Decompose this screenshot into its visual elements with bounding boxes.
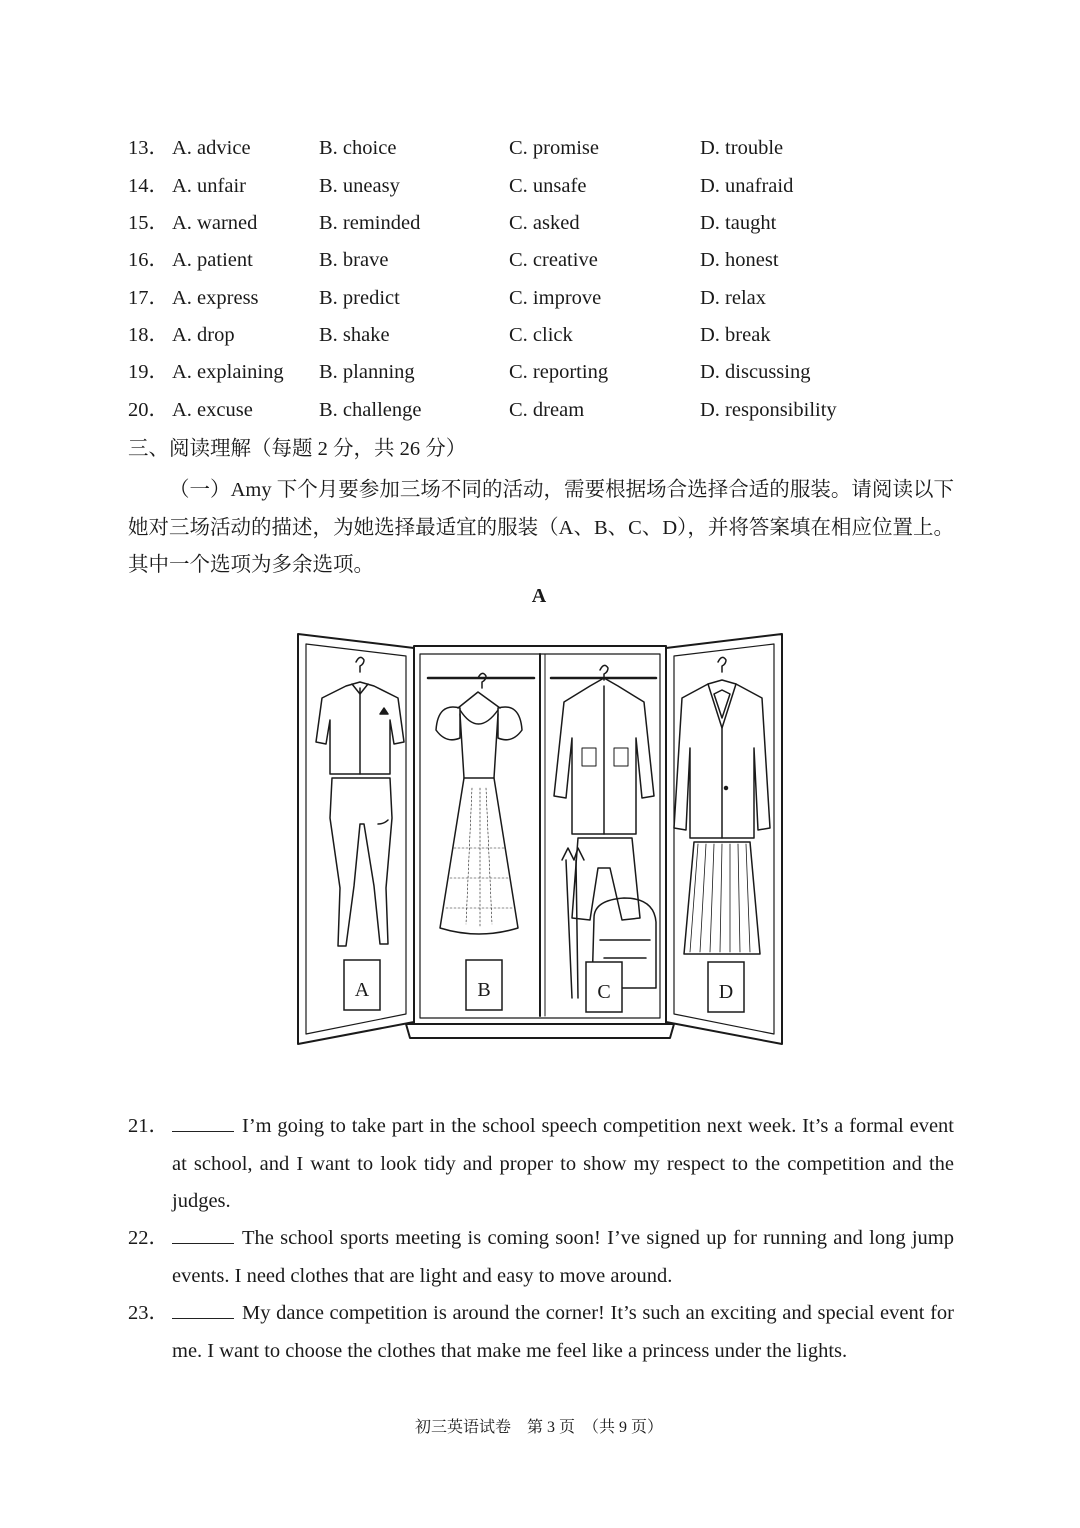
outfit-c-outdoor-gear	[554, 665, 656, 998]
option-b: B. uneasy	[319, 175, 400, 197]
option-d: D. honest	[700, 249, 779, 271]
option-b: B. choice	[319, 137, 397, 159]
option-a: A. patient	[172, 249, 253, 271]
question-number: 21．	[128, 1115, 169, 1137]
question-text: My dance competition is around the corner! It’s such an exciting and special event for me. I want to choose the clothes that make me feel like a princess under the lights.	[172, 1302, 954, 1362]
outfit-label-c: C	[597, 981, 611, 1003]
option-c: C. creative	[509, 249, 598, 271]
option-d: D. trouble	[700, 137, 784, 159]
question-number: 16．	[128, 249, 169, 271]
option-d: D. responsibility	[700, 399, 837, 421]
question-text: The school sports meeting is coming soon! I’ve signed up for running and long jump events. I need clothes that are light and easy to move around.	[172, 1227, 954, 1287]
option-c: C. asked	[509, 212, 580, 234]
outfit-d-formal-suit	[674, 657, 770, 954]
outfit-label-d: D	[718, 981, 734, 1003]
answer-blank[interactable]	[172, 1109, 234, 1132]
question-number: 23．	[128, 1302, 169, 1324]
instructions-paragraph: （一）Amy 下个月要参加三场不同的活动，需要根据场合选择合适的服装。请阅读以下她对三场活动的描述，为她选择最适宜的服装（A、B、C、D），并将答案填在相应位置上。其中一个选项为多余选项。	[128, 479, 954, 576]
option-b: B. reminded	[319, 212, 421, 234]
question-number: 13．	[128, 137, 169, 159]
page-footer: 初三英语试卷 第 3 页 （共 9 页）	[414, 1419, 663, 1436]
option-a: A. explaining	[172, 361, 284, 383]
question-number: 17．	[128, 287, 169, 309]
option-d: D. break	[700, 324, 771, 346]
outfit-b-dress	[436, 673, 522, 934]
option-b: B. brave	[319, 249, 389, 271]
option-d: D. discussing	[700, 361, 811, 383]
question-number: 14．	[128, 175, 169, 197]
option-d: D. relax	[700, 287, 767, 309]
option-c: C. reporting	[509, 361, 609, 383]
option-b: B. shake	[319, 324, 390, 346]
option-d: D. unafraid	[700, 175, 794, 197]
answer-blank[interactable]	[172, 1296, 234, 1319]
option-b: B. challenge	[319, 399, 422, 421]
question-21	[128, 1108, 954, 1221]
option-c: C. promise	[509, 137, 599, 159]
cabinet-base	[406, 1024, 674, 1038]
answer-blank[interactable]	[172, 1221, 234, 1244]
question-22	[128, 1220, 954, 1295]
option-b: B. planning	[319, 361, 415, 383]
question-number: 19．	[128, 361, 169, 383]
question-number: 15．	[128, 212, 169, 234]
outfit-label-a: A	[354, 979, 370, 1001]
option-a: A. drop	[172, 324, 235, 346]
question-number: 20．	[128, 399, 169, 421]
option-c: C. click	[509, 324, 573, 346]
option-c: C. improve	[509, 287, 602, 309]
option-b: B. predict	[319, 287, 400, 309]
wardrobe-illustration	[294, 628, 786, 1052]
question-text: I’m going to take part in the school speech competition next week. It’s a formal event at school, and I want to look tidy and proper to show my respect to the competition and the judges.	[172, 1115, 954, 1212]
option-c: C. dream	[509, 399, 585, 421]
option-a: A. unfair	[172, 175, 247, 197]
option-a: A. advice	[172, 137, 251, 159]
outfit-label-b: B	[477, 979, 491, 1001]
outfit-a-sportswear	[316, 657, 404, 946]
question-23	[128, 1295, 954, 1370]
option-c: C. unsafe	[509, 175, 587, 197]
option-d: D. taught	[700, 212, 777, 234]
question-number: 22．	[128, 1227, 169, 1249]
option-a: A. express	[172, 287, 259, 309]
section-title: 三、阅读理解（每题 2 分，共 26 分）	[128, 438, 467, 460]
option-a: A. warned	[172, 212, 258, 234]
option-a: A. excuse	[172, 399, 253, 421]
figure-label: A	[531, 585, 547, 607]
question-number: 18．	[128, 324, 169, 346]
